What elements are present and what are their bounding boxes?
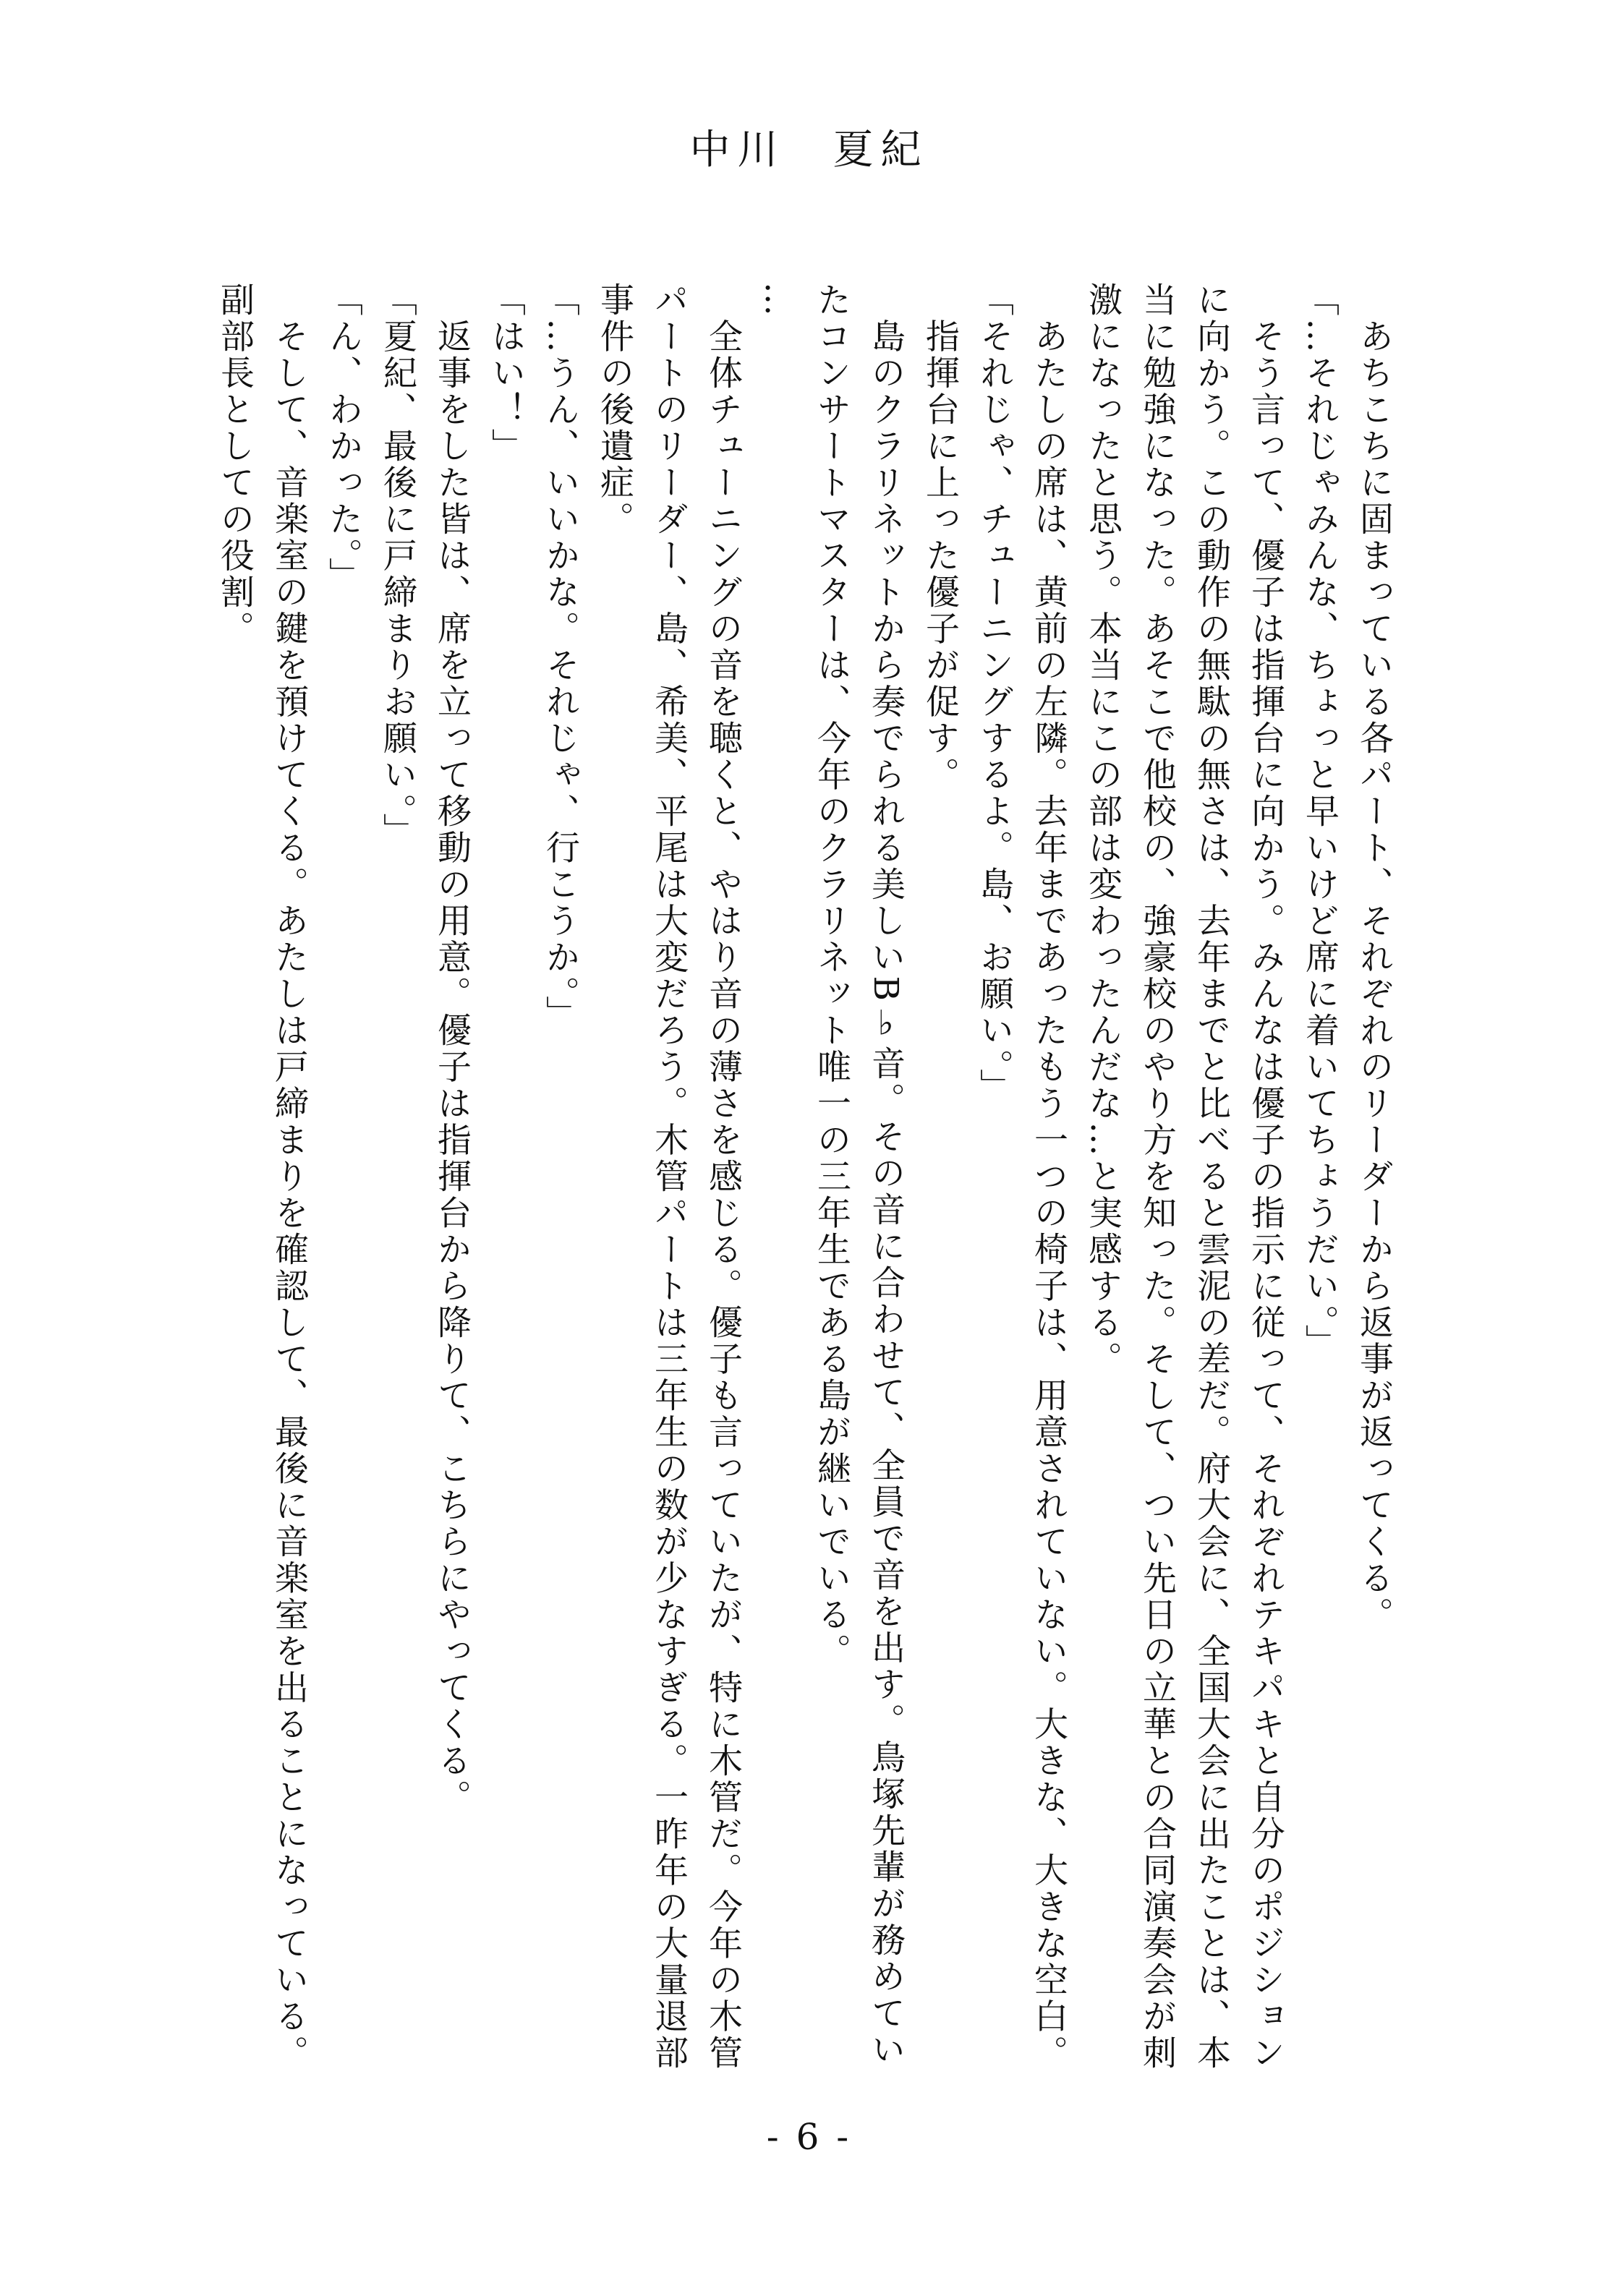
paragraph: 全体チューニングの音を聴くと、やはり音の薄さを感じる。優子も言っていたが、特に木管だ。今年の木管パートのリーダー、島、希美、平尾は大変だろう。木管パートは三年生の数が少なすぎる。一昨年の大量退部事件の後遺症。 [595,282,743,2072]
paragraph: 「それじゃ、チューニングするよ。島、お願い。」 [974,282,1014,1105]
paragraph: 返事をした皆は、席を立って移動の用意。優子は指揮台から降りて、こちらにやってくる。 [432,282,472,1816]
paragraph: あたしの席は、黄前の左隣。去年まであったもう一つの椅子は、用意されていない。大きな、大きな空白。 [1029,282,1068,2072]
paragraph: そして、音楽室の鍵を預けてくる。あたしは戸締まりを確認して、最後に音楽室を出ることになっている。副部長としての役割。 [215,282,309,2072]
paragraph: 「はい！」 [486,282,526,465]
paragraph: … [757,282,797,319]
page-title: 中川 夏紀 [689,127,929,174]
page-number: - 6 - [766,2116,852,2158]
paragraph: 「…うん、いいかな。それじゃ、行こうか。」 [540,282,580,1032]
paragraph: そう言って、優子は指揮台に向かう。みんなは優子の指示に従って、それぞれテキパキと自分のポジションに向かう。この動作の無駄の無さは、去年までと比べると雲泥の差だ。府大会に、全国大会に出たことは、本当に勉強になった。あそこで他校の、強豪校のやり方を知った。そして、つい先日の立華との合同演奏会が刺激になったと思う。本当にこの部は変わったんだな…と実感する。 [1083,282,1285,2072]
body-text [215,282,1401,2090]
paragraph: あちこちに固まっている各パート、それぞれのリーダーから返事が返ってくる。 [1354,282,1394,1634]
paragraph: 「ん、わかった。」 [323,282,363,594]
paragraph: 指揮台に上った優子が促す。 [920,282,960,793]
paragraph: 「…それじゃみんな、ちょっと早いけど席に着いてちょうだい。」 [1300,282,1340,1361]
paragraph: 島のクラリネットから奏でられる美しいB♭音。その音に合わせて、全員で音を出す。鳥塚先輩が務めていたコンサートマスターは、今年のクラリネット唯一の三年生である島が継いでいる。 [812,282,906,2069]
paragraph: 「夏紀、最後に戸締まりお願い。」 [378,282,417,850]
